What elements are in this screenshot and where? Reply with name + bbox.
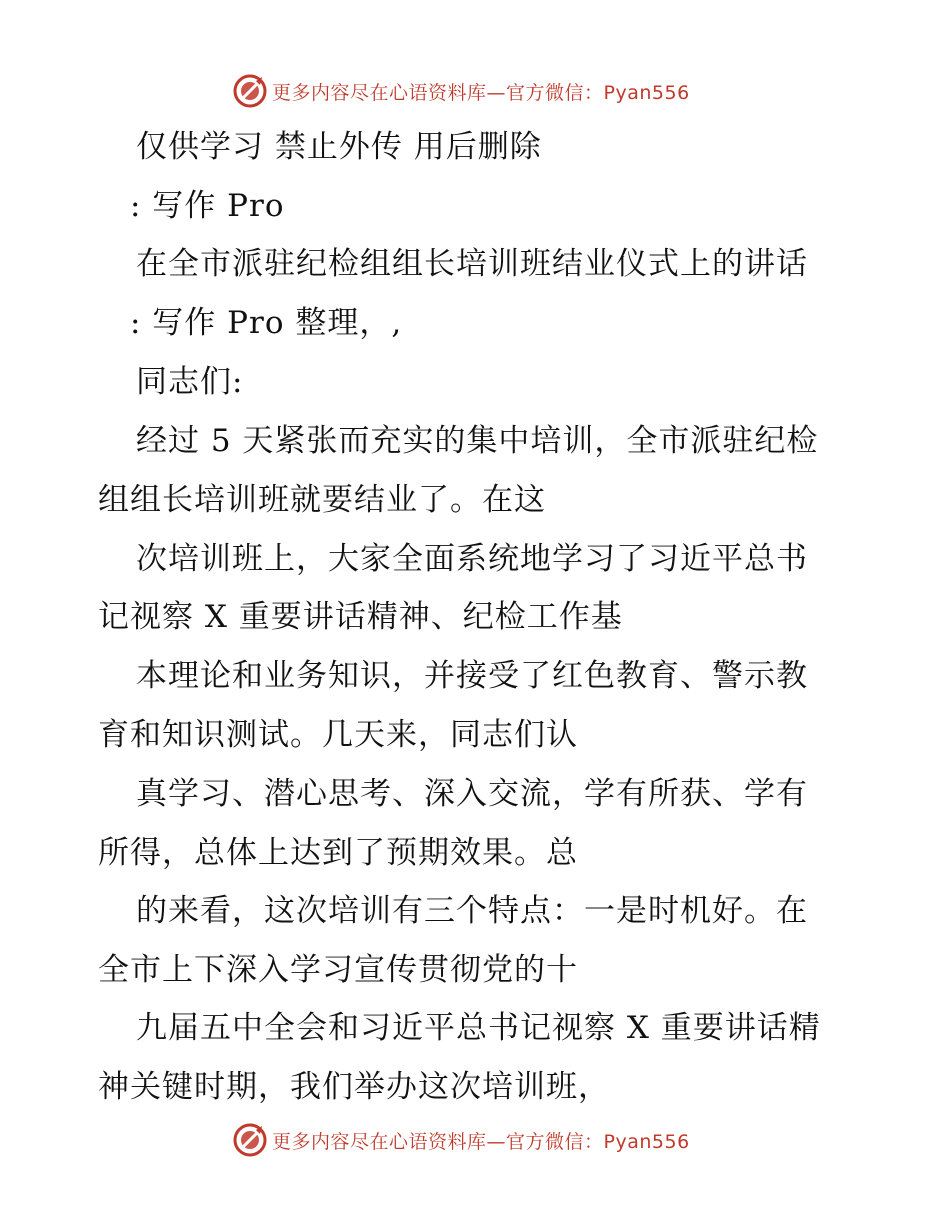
author-line: : 写作 Pro bbox=[130, 188, 285, 224]
document-title: 在全市派驻纪检组组长培训班结业仪式上的讲话 bbox=[136, 246, 808, 282]
paragraph-line: 次培训班上，大家全面系统地学习了习近平总书 bbox=[136, 541, 808, 577]
paragraph-line: 组组长培训班就要结业了。在这 bbox=[98, 482, 546, 518]
paragraph-line: 育和知识测试。几天来，同志们认 bbox=[98, 717, 578, 753]
editor-line: : 写作 Pro 整理，, bbox=[130, 305, 403, 341]
notice-line: 仅供学习 禁止外传 用后删除 bbox=[136, 129, 542, 165]
brand-logo-icon bbox=[232, 1122, 268, 1158]
salutation: 同志们: bbox=[136, 364, 244, 400]
banner-text: 更多内容尽在心语资料库—官方微信：Pyan556 bbox=[272, 81, 690, 104]
paragraph-line: 本理论和业务知识，并接受了红色教育、警示教 bbox=[136, 658, 808, 694]
paragraph-line: 记视察 X 重要讲话精神、纪检工作基 bbox=[98, 599, 623, 635]
paragraph-line: 真学习、潜心思考、深入交流，学有所获、学有 bbox=[136, 776, 808, 812]
paragraph-line: 经过 5 天紧张而充实的集中培训，全市派驻纪检 bbox=[136, 423, 819, 459]
paragraph-line: 所得，总体上达到了预期效果。总 bbox=[98, 835, 578, 871]
paragraph-line: 神关键时期，我们举办这次培训班， bbox=[98, 1069, 610, 1105]
paragraph-line: 九届五中全会和习近平总书记视察 X 重要讲话精 bbox=[136, 1010, 821, 1046]
paragraph-line: 的来看，这次培训有三个特点：一是时机好。在 bbox=[136, 893, 808, 929]
banner-text: 更多内容尽在心语资料库—官方微信：Pyan556 bbox=[272, 1130, 690, 1153]
header-watermark-banner bbox=[232, 71, 690, 111]
wechat-id: Pyan556 bbox=[603, 81, 690, 104]
brand-logo-icon bbox=[232, 73, 268, 109]
paragraph-line: 全市上下深入学习宣传贯彻党的十 bbox=[98, 952, 578, 988]
footer-watermark-banner bbox=[232, 1120, 690, 1160]
wechat-id: Pyan556 bbox=[603, 1130, 690, 1153]
